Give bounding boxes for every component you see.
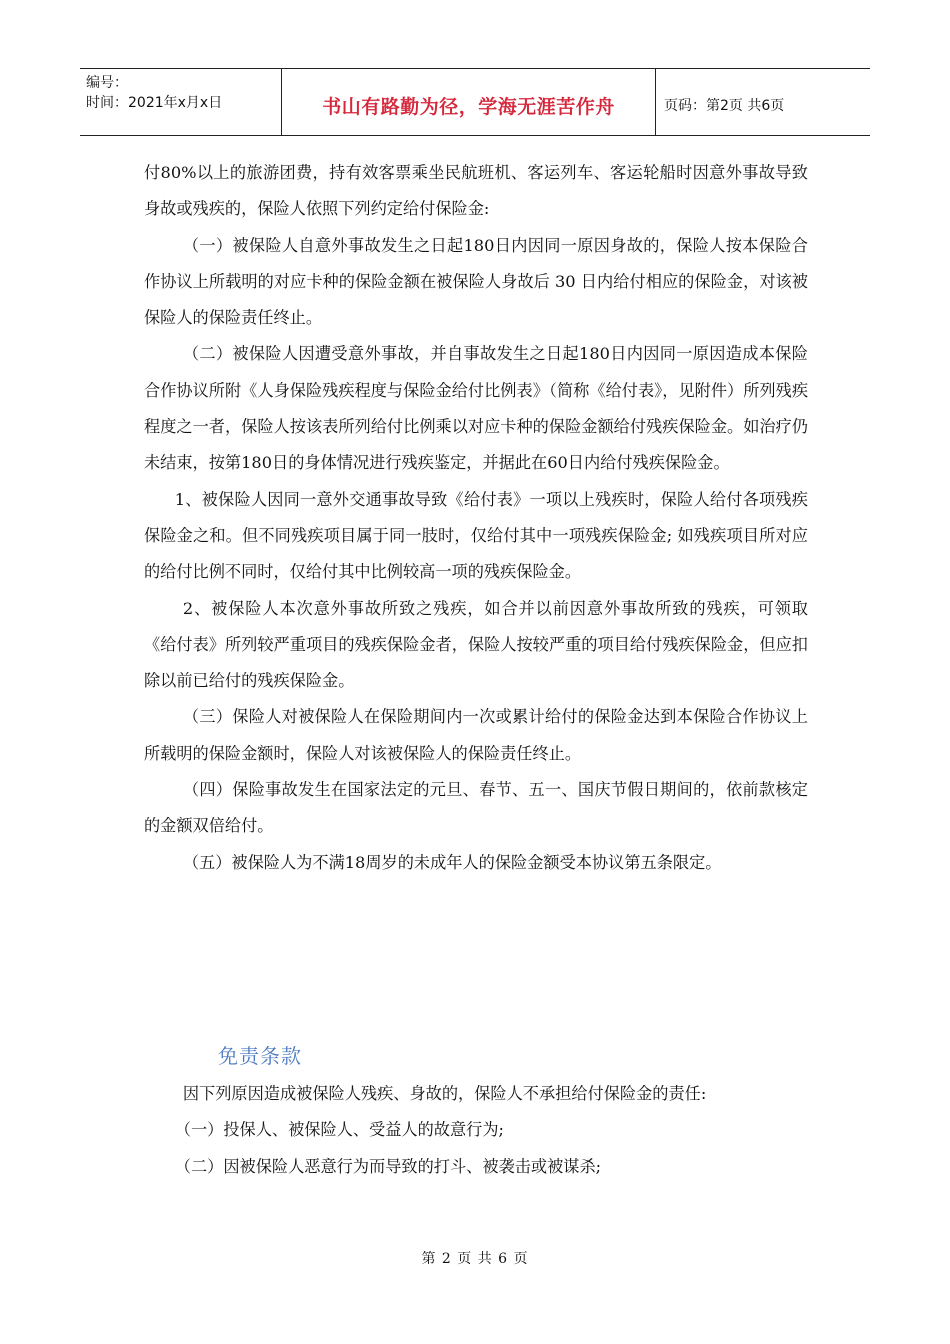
paragraph-clause-4: （四）保险事故发生在国家法定的元旦、春节、五一、国庆节假日期间的，依前款核定的金额双倍给付。: [144, 780, 808, 836]
paragraph-subclause-2: 2、被保险人本次意外事故所致之残疾，如合并以前因意外事故所致的残疾，可领取《给付表》所列较严重项目的残疾保险金者，保险人按较严重的项目给付残疾保险金，但应扣除以前已给付的残疾保险金。: [144, 598, 808, 691]
header-motto-cell: [282, 69, 656, 135]
exemption-intro: 因下列原因造成被保险人残疾、身故的，保险人不承担给付保险金的责任:: [182, 1084, 707, 1103]
paragraph-clause-2: （二）被保险人因遭受意外事故，并自事故发生之日起180日内因同一原因造成本保险合作协议所附《人身保险残疾程度与保险金给付比例表》（简称《给付表》，见附件）所列残疾程度之一者，保险人按该表所列给付比例乘以对应卡种的保险金额给付残疾保险金。如治疗仍未结束，按第180日的身体情况进行残疾鉴定，并据此在60日内给付残疾保险金。: [144, 344, 808, 473]
document-time-label: 时间：2021年x月x日: [86, 95, 223, 111]
header-meta: [80, 69, 282, 135]
header-page-info: 页码：第2页 共6页: [664, 98, 785, 114]
document-body: [144, 155, 808, 881]
paragraph-clause-1: （一）被保险人自意外事故发生之日起180日内因同一原因身故的，保险人按本保险合作协议上所载明的对应卡种的保险金额在被保险人身故后 30 日内给付相应的保险金，对该被保险人的保险责任终止。: [144, 235, 808, 328]
section-heading-exemption: 免责条款: [218, 1044, 302, 1068]
page-header: [80, 68, 870, 136]
header-motto: 书山有路勤为径，学海无涯苦作舟: [322, 95, 615, 118]
exemption-item-2: （二）因被保险人恶意行为而导致的打斗、被袭击或被谋杀;: [174, 1156, 602, 1176]
exemption-item-1: （一）投保人、被保险人、受益人的故意行为;: [174, 1120, 504, 1140]
paragraph-subclause-1: 1、被保险人因同一意外交通事故导致《给付表》一项以上残疾时，保险人给付各项残疾保险金之和。但不同残疾项目属于同一肢时，仅给付其中一项残疾保险金; 如残疾项目所对应的给付比例不同时，仅给付其中比例较高一项的残疾保险金。: [144, 489, 808, 582]
page-footer: 第 2 页 共 6 页: [421, 1251, 529, 1267]
exemption-body: [144, 1076, 808, 1185]
document-number-label: 编号：: [86, 75, 128, 91]
paragraph-clause-5: （五）被保险人为不满18周岁的未成年人的保险金额受本协议第五条限定。: [182, 852, 722, 872]
paragraph-clause-3: （三）保险人对被保险人在保险期间内一次或累计给付的保险金达到本保险合作协议上所载明的保险金额时，保险人对该被保险人的保险责任终止。: [144, 707, 808, 763]
paragraph-continuation: 付80%以上的旅游团费，持有效客票乘坐民航班机、客运列车、客运轮船时因意外事故导致身故或残疾的，保险人依照下列约定给付保险金:: [144, 163, 808, 219]
